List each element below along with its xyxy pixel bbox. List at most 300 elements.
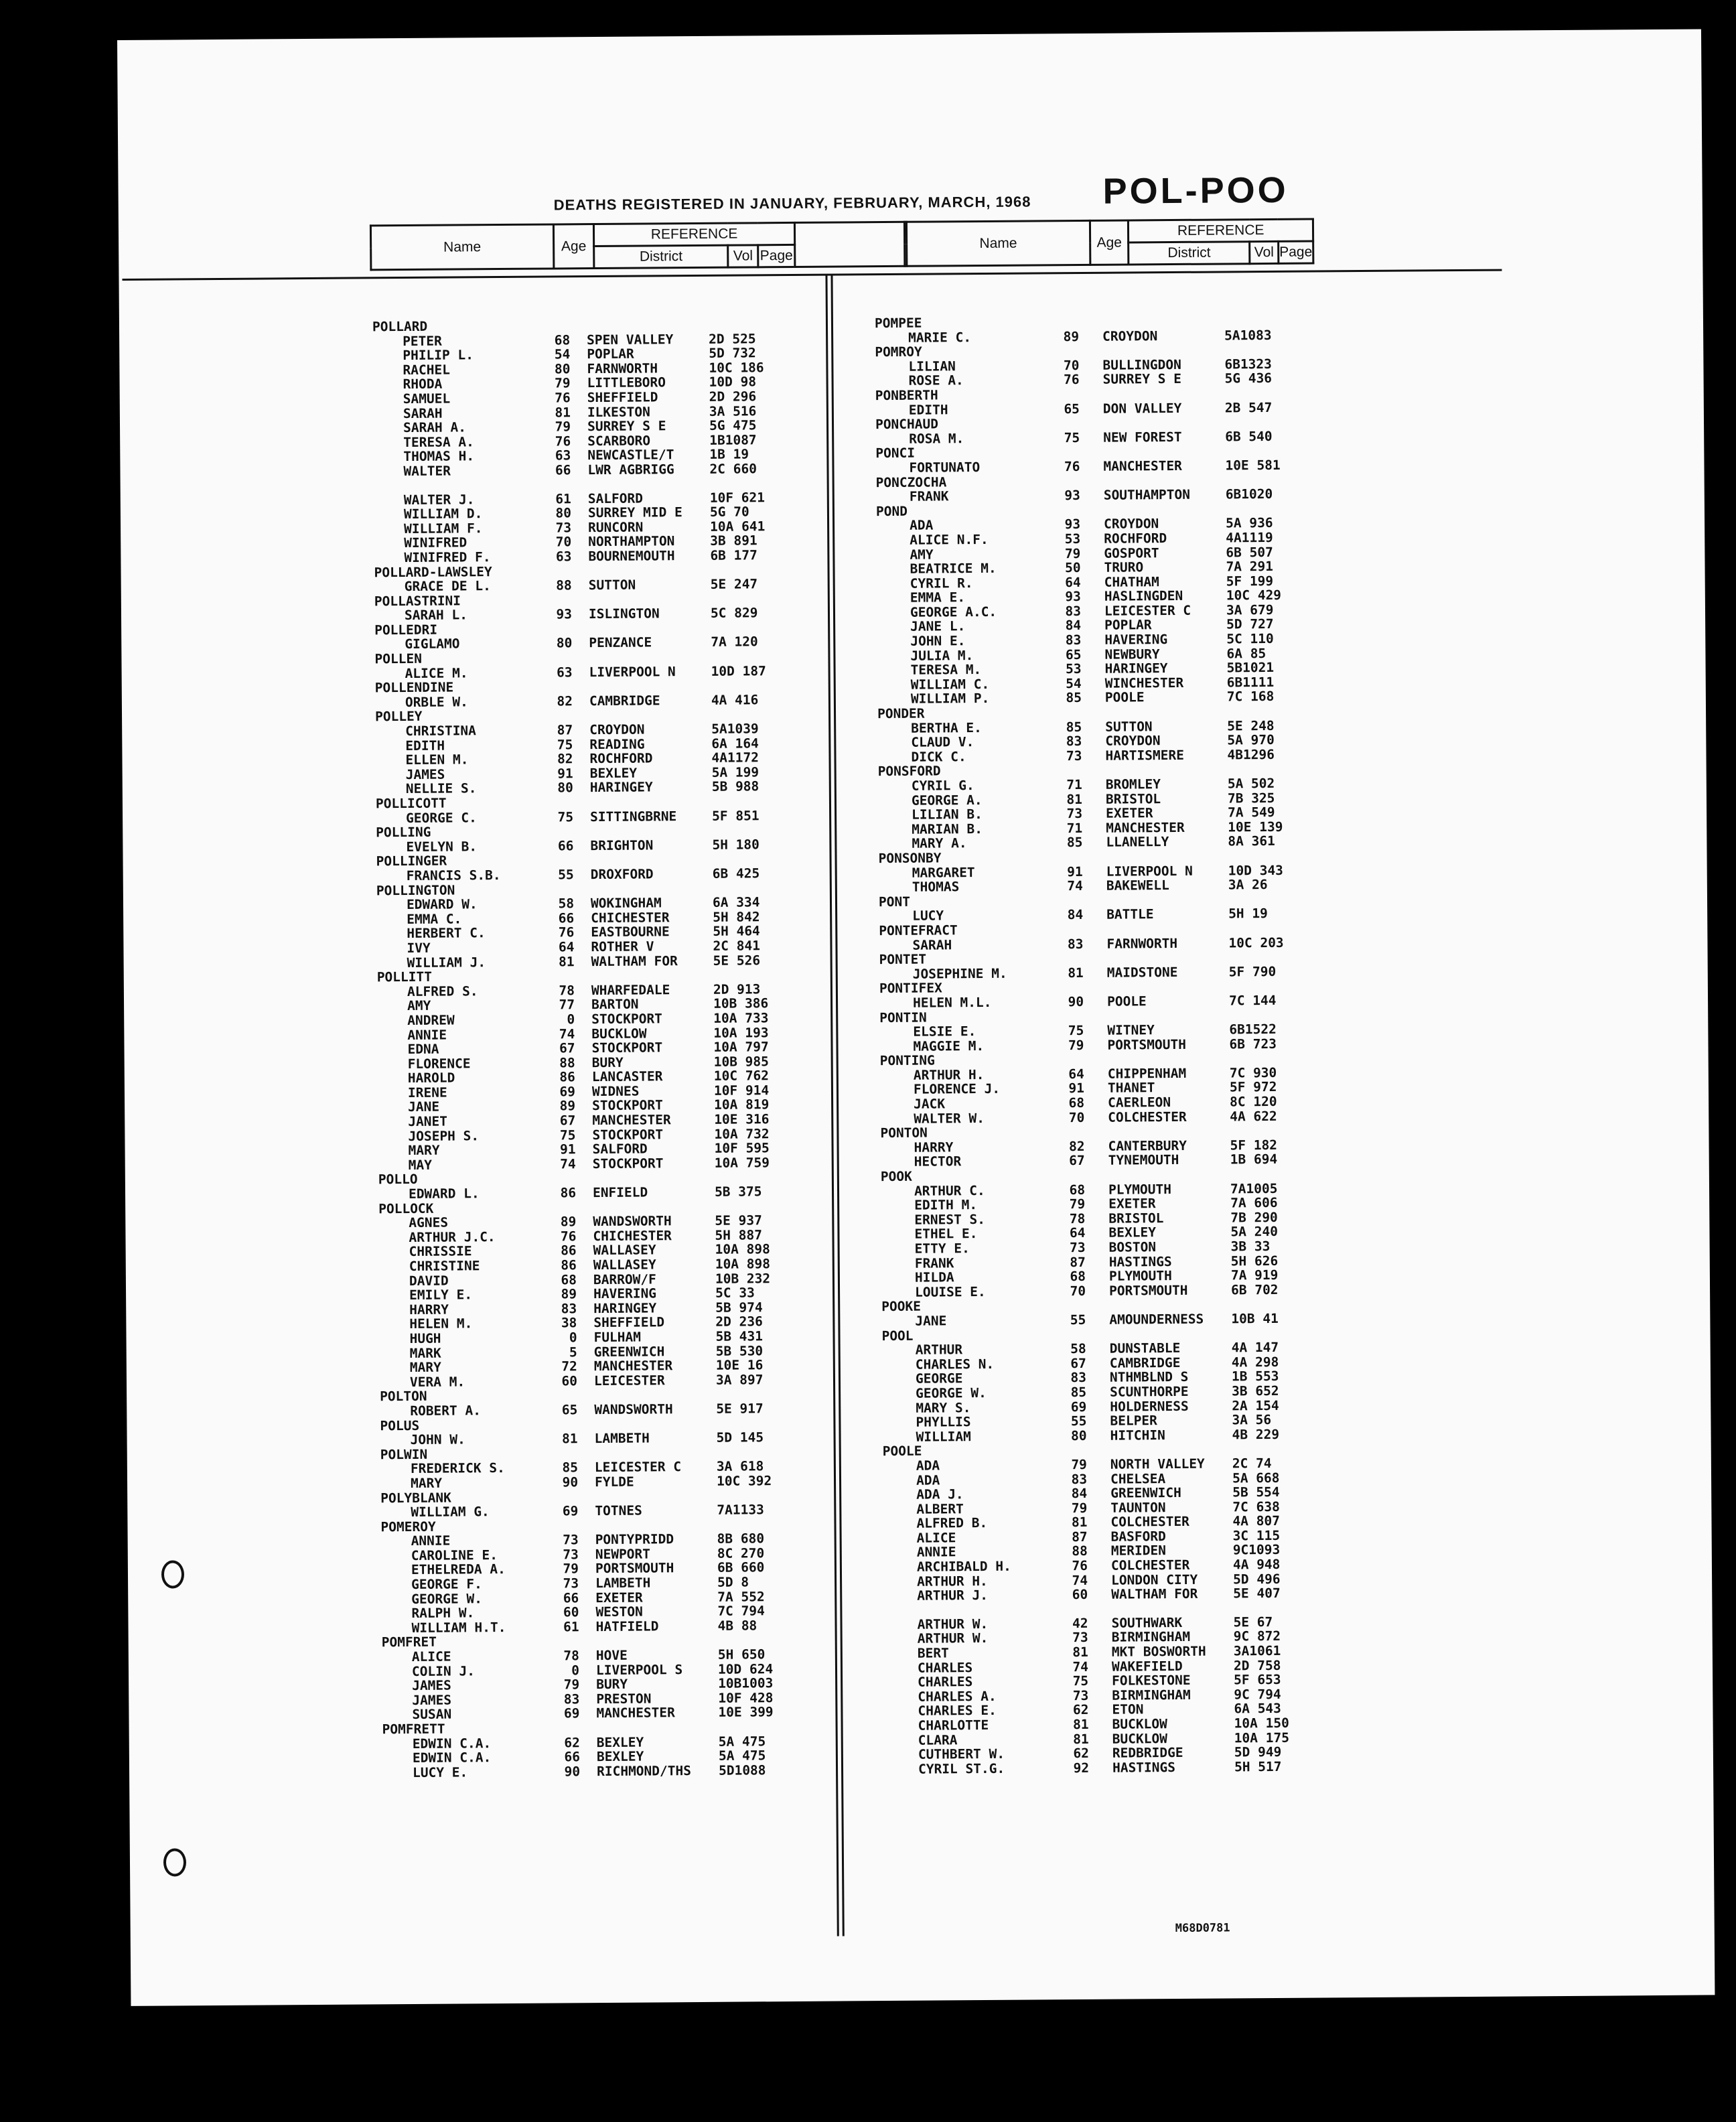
given-name: JOSEPH S. xyxy=(408,1127,480,1144)
vol-page: 9C 794 xyxy=(1234,1686,1281,1703)
age: 76 xyxy=(555,433,571,449)
given-name: ARCHIBALD H. xyxy=(916,1558,1011,1575)
vol-page: 5A 475 xyxy=(718,1733,766,1750)
vol-page: 5F 182 xyxy=(1230,1137,1278,1153)
surname: POMEROY xyxy=(380,1518,436,1535)
given-name: IVY xyxy=(407,940,431,956)
surname: POLLEY xyxy=(374,709,423,725)
district: DROXFORD xyxy=(590,866,654,883)
vol-page: 5H 180 xyxy=(712,837,760,853)
district: DON VALLEY xyxy=(1102,400,1182,417)
age: 90 xyxy=(564,1764,581,1780)
district: LAMBETH xyxy=(594,1430,650,1447)
header-district: District xyxy=(594,245,729,268)
district: SITTINGBRNE xyxy=(590,808,677,825)
age: 67 xyxy=(1070,1355,1086,1371)
given-name: WALTER xyxy=(403,463,451,479)
binder-hole xyxy=(161,1560,184,1588)
given-name: GEORGE xyxy=(915,1370,963,1387)
given-name: DAVID xyxy=(409,1273,449,1289)
age: 83 xyxy=(1065,603,1082,620)
vol-page: 10E 581 xyxy=(1225,457,1281,474)
header-rule xyxy=(122,269,1502,281)
surname: PONCZOCHA xyxy=(875,474,947,490)
given-name: HELEN M.L. xyxy=(912,994,992,1011)
vol-page: 10D 98 xyxy=(709,374,757,391)
vol-page: 2D 758 xyxy=(1233,1657,1281,1674)
district: LANCASTER xyxy=(591,1068,663,1085)
district: PONTYPRIDD xyxy=(595,1531,674,1548)
given-name: ANNIE xyxy=(407,1027,447,1043)
vol-page: 5E 937 xyxy=(715,1212,762,1229)
given-name: CHARLOTTE xyxy=(918,1717,989,1734)
vol-page: 2D 236 xyxy=(715,1314,763,1330)
vol-page: 10F 621 xyxy=(709,489,766,506)
age: 75 xyxy=(1072,1673,1089,1689)
given-name: MARY xyxy=(408,1142,440,1159)
district: FOLKESTONE xyxy=(1112,1673,1191,1689)
given-name: FRANCIS S.B. xyxy=(406,867,501,883)
district: PLYMOUTH xyxy=(1108,1268,1172,1284)
age: 76 xyxy=(1064,372,1080,388)
district: FYLDE xyxy=(594,1474,634,1490)
age: 67 xyxy=(559,1040,575,1056)
vol-page: 5A 502 xyxy=(1227,775,1275,792)
district: PENZANCE xyxy=(589,634,652,651)
age: 91 xyxy=(557,766,573,782)
given-name: HARRY xyxy=(409,1301,449,1318)
age: 74 xyxy=(559,1025,575,1042)
surname: POLLENDINE xyxy=(374,679,454,696)
vol-page: 3A 26 xyxy=(1228,877,1268,893)
vol-page: 10E 316 xyxy=(714,1111,770,1127)
age: 91 xyxy=(1068,1080,1085,1097)
vol-page: 10A 641 xyxy=(710,518,766,535)
vol-page: 2A 154 xyxy=(1232,1397,1279,1413)
vol-page: 5D 8 xyxy=(717,1574,749,1590)
vol-page: 10A 759 xyxy=(714,1155,770,1171)
vol-page: 5C 110 xyxy=(1226,631,1274,647)
vol-page: 6B 507 xyxy=(1226,544,1273,560)
age: 89 xyxy=(559,1098,576,1114)
district: LLANELLY xyxy=(1106,834,1169,851)
age: 75 xyxy=(1068,1023,1084,1039)
district: GOSPORT xyxy=(1104,545,1159,561)
vol-page: 7A 291 xyxy=(1226,559,1274,575)
vol-page: 8B 680 xyxy=(717,1531,765,1547)
vol-page: 5A 475 xyxy=(718,1748,766,1764)
district: BUCKLOW xyxy=(1112,1716,1167,1732)
district: BIRMINGHAM xyxy=(1111,1629,1191,1646)
given-name: EDITH M. xyxy=(914,1197,978,1213)
district: POOLE xyxy=(1106,993,1147,1009)
age: 87 xyxy=(1072,1529,1088,1545)
district: BEXLEY xyxy=(1108,1224,1156,1241)
vol-page: 5F 653 xyxy=(1234,1672,1281,1688)
district: BARROW/F xyxy=(593,1271,656,1287)
district: LEICESTER xyxy=(593,1372,665,1389)
age: 74 xyxy=(1072,1658,1089,1675)
surname: POLLO xyxy=(378,1172,418,1188)
vol-page: 3A 618 xyxy=(716,1458,764,1475)
given-name: EMMA E. xyxy=(910,589,966,606)
age: 76 xyxy=(555,390,571,406)
vol-page: 1B 694 xyxy=(1230,1151,1278,1168)
given-name: ROSE A. xyxy=(908,372,964,389)
index-range-code: POL-POO xyxy=(1102,169,1289,212)
given-name: ARTHUR W. xyxy=(917,1616,989,1632)
district: HARINGEY xyxy=(589,779,653,796)
age: 86 xyxy=(559,1069,575,1085)
age: 83 xyxy=(563,1691,580,1707)
district: SOUTHAMPTON xyxy=(1103,486,1190,503)
vol-page: 5D 145 xyxy=(716,1429,764,1445)
district: NEWCASTLE/T xyxy=(587,447,674,464)
vol-page: 10C 186 xyxy=(709,360,764,376)
vol-page: 5H 842 xyxy=(713,909,760,925)
given-name: JAMES xyxy=(405,766,445,782)
given-name: MARY A. xyxy=(912,835,967,852)
vol-page: 6B1020 xyxy=(1225,486,1273,502)
age: 79 xyxy=(1071,1500,1088,1516)
age: 55 xyxy=(1070,1312,1086,1328)
vol-page: 10E 16 xyxy=(715,1357,764,1373)
district: BASFORD xyxy=(1110,1528,1166,1545)
district: MERIDEN xyxy=(1110,1543,1167,1559)
age: 79 xyxy=(563,1561,579,1577)
district: CANTERBURY xyxy=(1108,1137,1187,1154)
age: 50 xyxy=(1064,560,1081,576)
district: STOCKPORT xyxy=(591,1011,662,1027)
given-name: JANE L. xyxy=(910,618,966,635)
age: 85 xyxy=(562,1460,578,1476)
age: 80 xyxy=(555,505,572,521)
age: 81 xyxy=(1071,1514,1088,1531)
given-name: LUCY E. xyxy=(412,1764,468,1780)
age: 73 xyxy=(563,1547,579,1563)
vol-page: 5A1039 xyxy=(711,721,759,737)
given-name: LOUISE E. xyxy=(914,1283,986,1300)
age: 69 xyxy=(562,1503,579,1519)
district: HAVERING xyxy=(593,1285,657,1302)
age: 42 xyxy=(1072,1615,1088,1631)
district: SURREY S E xyxy=(1102,371,1182,388)
age: 90 xyxy=(562,1474,579,1490)
given-name: CUTHBERT W. xyxy=(918,1746,1005,1762)
given-name: HAROLD xyxy=(407,1070,455,1086)
age: 93 xyxy=(1065,589,1081,605)
given-name: SARAH xyxy=(912,936,952,953)
vol-page: 10B 41 xyxy=(1231,1310,1279,1327)
left-column-header xyxy=(370,221,906,271)
given-name: CYRIL ST.G. xyxy=(918,1760,1005,1777)
district: TRURO xyxy=(1104,559,1144,575)
vol-page: 7B 325 xyxy=(1227,790,1275,806)
given-name: WILLIAM G. xyxy=(411,1504,490,1520)
age: 83 xyxy=(1066,733,1082,750)
surname: POMFRET xyxy=(381,1634,437,1650)
surname: POLLEN xyxy=(374,650,422,667)
district: SURREY S E xyxy=(587,418,666,435)
age: 73 xyxy=(1070,1239,1086,1256)
district: ROCHFORD xyxy=(589,750,653,767)
vol-page: 6B 425 xyxy=(712,865,760,881)
district: STOCKPORT xyxy=(592,1127,664,1143)
given-name: AMY xyxy=(910,547,934,563)
vol-page: 7A 919 xyxy=(1230,1267,1279,1283)
district: MAIDSTONE xyxy=(1106,964,1178,981)
given-name: CHARLES E. xyxy=(918,1703,997,1719)
age: 64 xyxy=(558,939,575,955)
given-name: LUCY xyxy=(912,908,944,924)
given-name: ALICE xyxy=(916,1530,956,1546)
age: 78 xyxy=(1069,1210,1086,1226)
given-name: GIGLAMO xyxy=(405,636,460,652)
given-name: ROSA M. xyxy=(909,430,964,447)
age: 68 xyxy=(1070,1269,1086,1285)
vol-page: 4A 807 xyxy=(1232,1513,1281,1529)
district: BEXLEY xyxy=(596,1748,644,1765)
age: 81 xyxy=(1072,1644,1088,1660)
age: 58 xyxy=(1070,1341,1086,1357)
age: 85 xyxy=(1066,835,1083,851)
given-name: WINIFRED F. xyxy=(404,549,491,565)
vol-page: 5A1083 xyxy=(1224,327,1272,344)
surname: PONCI xyxy=(875,445,916,462)
vol-page: 7A1005 xyxy=(1230,1180,1278,1197)
age: 81 xyxy=(1066,791,1083,807)
age: 64 xyxy=(1065,574,1081,590)
district: WALLASEY xyxy=(593,1242,656,1259)
given-name: CLAUD V. xyxy=(911,734,974,750)
vol-page: 5D 949 xyxy=(1234,1744,1282,1760)
district: EXETER xyxy=(1108,1196,1156,1212)
vol-page: 6B 702 xyxy=(1230,1281,1279,1298)
district: CAMBRIDGE xyxy=(1109,1354,1181,1371)
surname: POLLOCK xyxy=(378,1200,434,1216)
given-name: RHODA xyxy=(403,376,443,393)
district: PORTSMOUTH xyxy=(1108,1282,1188,1299)
age: 76 xyxy=(1072,1558,1088,1574)
age: 76 xyxy=(558,924,575,940)
age: 71 xyxy=(1066,820,1083,836)
vol-page: 7A 120 xyxy=(711,634,758,650)
given-name: ARTHUR C. xyxy=(914,1182,985,1199)
given-name: JACK xyxy=(914,1096,946,1112)
given-name: THOMAS xyxy=(912,879,960,895)
vol-page: 5A 970 xyxy=(1227,732,1275,748)
vol-page: 7A 606 xyxy=(1230,1195,1278,1211)
vol-page: 7A 552 xyxy=(717,1588,765,1605)
given-name: WILLIAM C. xyxy=(910,676,990,693)
district: STOCKPORT xyxy=(592,1097,663,1114)
district: BURY xyxy=(596,1676,628,1693)
vol-page: 5A 668 xyxy=(1232,1470,1280,1486)
vol-page: 7C 794 xyxy=(717,1603,765,1620)
district: GREENWICH xyxy=(593,1343,665,1360)
given-name: HARRY xyxy=(914,1139,954,1155)
given-name: ADA xyxy=(910,517,934,534)
vol-page: 4A 298 xyxy=(1231,1354,1279,1370)
vol-page: 6B1323 xyxy=(1224,356,1272,372)
surname: POMFRETT xyxy=(382,1721,445,1738)
age: 70 xyxy=(1063,357,1080,373)
district: TOTNES xyxy=(595,1502,642,1519)
age: 85 xyxy=(1066,719,1082,735)
district: WESTON xyxy=(595,1604,643,1620)
given-name: JANE xyxy=(915,1313,947,1329)
vol-page: 5A 199 xyxy=(711,764,760,780)
district: ILKESTON xyxy=(587,404,650,420)
vol-page: 5F 790 xyxy=(1228,963,1277,980)
age: 73 xyxy=(1066,806,1083,822)
district: BEXLEY xyxy=(589,765,638,781)
age: 69 xyxy=(559,1084,576,1100)
age: 74 xyxy=(560,1156,576,1172)
vol-page: 6B 723 xyxy=(1229,1036,1277,1052)
vol-page: 10A 732 xyxy=(714,1125,770,1142)
age: 75 xyxy=(1064,429,1080,445)
district: BRISTOL xyxy=(1105,790,1161,807)
age: 75 xyxy=(557,808,574,825)
given-name: FRANK xyxy=(909,488,949,504)
given-name: ARTHUR W. xyxy=(917,1630,989,1647)
district: BUCKLOW xyxy=(1112,1730,1168,1747)
district: WALLASEY xyxy=(593,1257,656,1273)
vol-page: 2D 296 xyxy=(709,388,757,405)
age: 74 xyxy=(1072,1572,1088,1588)
given-name: MAGGIE M. xyxy=(913,1038,985,1054)
district: POPLAR xyxy=(1104,617,1152,634)
given-name: BERTHA E. xyxy=(911,719,982,736)
age: 73 xyxy=(1066,748,1082,764)
vol-page: 5C 33 xyxy=(715,1285,755,1301)
age: 89 xyxy=(560,1214,577,1230)
given-name: AMY xyxy=(407,998,431,1014)
surname: PONTEFRACT xyxy=(879,922,958,939)
surname: POLLINGER xyxy=(376,853,447,869)
age: 73 xyxy=(555,520,572,536)
district: NTHMBLND S xyxy=(1109,1369,1189,1386)
district: MANCHESTER xyxy=(596,1705,675,1721)
given-name: ARTHUR xyxy=(915,1342,963,1358)
age: 0 xyxy=(571,1662,580,1678)
district: POOLE xyxy=(1104,689,1145,706)
given-name: HERBERT C. xyxy=(407,925,486,942)
given-name: MARY S. xyxy=(916,1399,971,1416)
vol-page: 7B 290 xyxy=(1230,1209,1278,1226)
age: 78 xyxy=(559,982,575,999)
given-name: VERA M. xyxy=(409,1374,465,1390)
vol-page: 6B 177 xyxy=(710,547,757,563)
vol-page: 1B 553 xyxy=(1231,1368,1279,1385)
vol-page: 2C 74 xyxy=(1232,1455,1272,1472)
vol-page: 5A 240 xyxy=(1230,1224,1278,1240)
given-name: ALBERT xyxy=(916,1500,964,1517)
district: WALTHAM FOR xyxy=(1111,1586,1198,1602)
given-name: RALPH W. xyxy=(411,1605,475,1622)
given-name: ALICE xyxy=(411,1648,451,1665)
vol-page: 10F 914 xyxy=(713,1082,770,1099)
vol-page: 2D 913 xyxy=(713,981,761,997)
district: HASLINGDEN xyxy=(1104,588,1183,605)
vol-page: 5F 972 xyxy=(1229,1079,1277,1095)
vol-page: 5H 464 xyxy=(713,923,760,940)
vol-page: 3B 891 xyxy=(710,533,757,549)
given-name: EDITH xyxy=(405,737,445,754)
district: ISLINGTON xyxy=(588,606,660,622)
vol-page: 5D1088 xyxy=(718,1762,766,1778)
given-name: MARY xyxy=(409,1359,441,1376)
district: PRESTON xyxy=(596,1691,652,1707)
district: FARNWORTH xyxy=(1106,935,1178,952)
surname: PONBERTH xyxy=(875,387,938,404)
given-name: ALFRED S. xyxy=(407,983,478,999)
given-name: JAMES xyxy=(412,1677,451,1694)
vol-page: 10E 139 xyxy=(1228,819,1283,835)
given-name: SUSAN xyxy=(412,1706,452,1723)
vol-page: 2C 841 xyxy=(713,938,760,954)
given-name: ALICE M. xyxy=(405,665,468,681)
age: 53 xyxy=(1064,530,1081,547)
header-page: Page xyxy=(1279,241,1313,263)
age: 58 xyxy=(558,896,575,912)
age: 67 xyxy=(1069,1153,1085,1169)
given-name: EDNA xyxy=(407,1041,439,1058)
district: PLYMOUTH xyxy=(1108,1181,1172,1198)
given-name: SARAH A. xyxy=(403,419,467,436)
given-name: CHRISTINE xyxy=(409,1258,480,1275)
vol-page: 4B 229 xyxy=(1232,1426,1280,1443)
district: COLCHESTER xyxy=(1110,1514,1189,1530)
age: 78 xyxy=(563,1648,579,1664)
age: 66 xyxy=(563,1589,579,1606)
age: 90 xyxy=(1068,993,1084,1010)
given-name: ADA J. xyxy=(916,1486,964,1502)
given-name: CHARLES xyxy=(918,1674,973,1690)
header-reference: REFERENCE xyxy=(1129,219,1313,242)
surname: PONTON xyxy=(880,1125,928,1141)
vol-page: 10A 797 xyxy=(713,1039,769,1055)
age: 86 xyxy=(560,1185,577,1201)
given-name: ETHEL E. xyxy=(914,1226,978,1243)
district: HAVERING xyxy=(1104,632,1168,648)
vol-page: 5F 851 xyxy=(712,807,760,824)
vol-page: 10A 819 xyxy=(714,1097,770,1113)
district: BRIGHTON xyxy=(590,837,654,853)
vol-page: 5H 19 xyxy=(1228,906,1268,922)
surname: POLLARD-LAWSLEY xyxy=(374,563,492,580)
vol-page: 10C 429 xyxy=(1226,587,1282,604)
given-name: THOMAS H. xyxy=(403,448,475,465)
age: 74 xyxy=(1067,878,1083,894)
district: HARTISMERE xyxy=(1105,747,1184,764)
age: 0 xyxy=(567,1011,575,1028)
district: SUTTON xyxy=(588,577,636,593)
header-district: District xyxy=(1129,242,1250,265)
vol-page: 3A 56 xyxy=(1232,1412,1272,1428)
vol-page: 6B 660 xyxy=(717,1559,765,1576)
district: LIVERPOOL S xyxy=(595,1661,683,1678)
age: 93 xyxy=(1064,516,1081,533)
left-entries xyxy=(372,318,774,1780)
age: 91 xyxy=(560,1141,576,1157)
age: 79 xyxy=(555,375,571,391)
given-name: MARIE C. xyxy=(908,329,972,346)
surname: PONDER xyxy=(877,705,925,722)
district: MANCHESTER xyxy=(1103,457,1182,474)
given-name: GEORGE A.C. xyxy=(910,604,997,620)
